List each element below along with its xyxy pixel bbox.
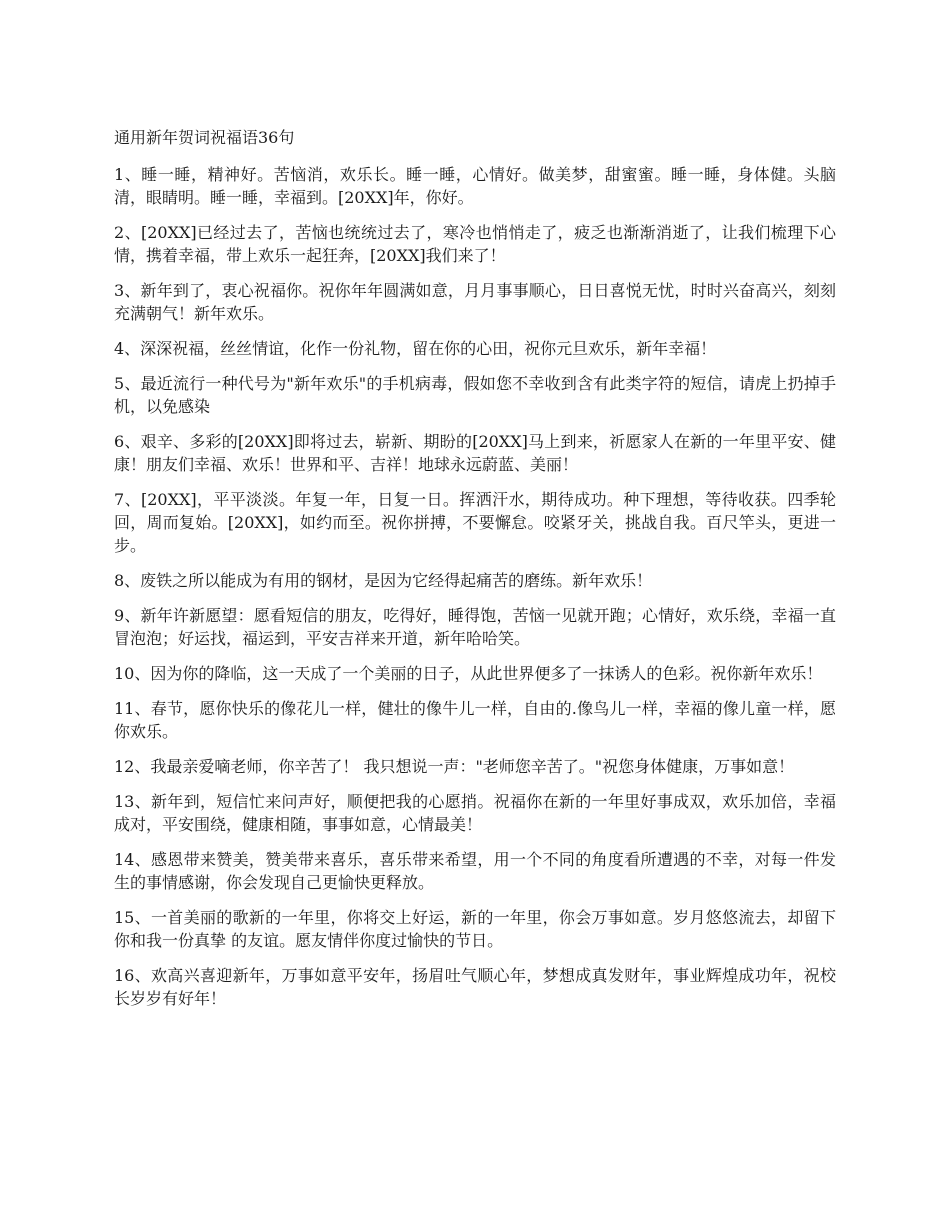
- paragraph-3: 3、新年到了，衷心祝福你。祝你年年圆满如意，月月事事顺心，日日喜悦无忧，时时兴奋高兴，刻刻充满朝气！新年欢乐。: [114, 281, 836, 323]
- paragraph-4: 4、深深祝福，丝丝情谊，化作一份礼物，留在你的心田，祝你元旦欢乐，新年幸福！: [114, 339, 717, 358]
- document-body: [114, 126, 836, 1022]
- paragraph-5: 5、最近流行一种代号为"新年欢乐"的手机病毒，假如您不幸收到含有此类字符的短信，请虎上扔掉手机，以免感染: [114, 374, 836, 416]
- paragraph-7: 7、[20XX]，平平淡淡。年复一年，日复一日。挥洒汗水，期待成功。种下理想，等待收获。四季轮回，周而复始。[20XX]，如约而至。祝你拼搏，不要懈怠。咬紧牙关，挑战自我。百尺竿头，更进一步。: [114, 490, 836, 555]
- paragraph-8: 8、废铁之所以能成为有用的钢材，是因为它经得起痛苦的磨练。新年欢乐！: [114, 571, 653, 590]
- paragraph-9: 9、新年许新愿望：愿看短信的朋友，吃得好，睡得饱，苦恼一见就开跑；心情好，欢乐绕，幸福一直冒泡泡；好运找，福运到，平安吉祥来开道，新年哈哈笑。: [114, 606, 836, 648]
- paragraph-13: 13、新年到，短信忙来问声好，顺便把我的心愿捎。祝福你在新的一年里好事成双，欢乐加倍，幸福成对，平安围绕，健康相随，事事如意，心情最美！: [114, 792, 836, 834]
- paragraph-12: 12、我最亲爱嘀老师，你辛苦了！ 我只想说一声："老师您辛苦了。"祝您身体健康，万事如意！: [114, 757, 795, 776]
- paragraph-6: 6、艰辛、多彩的[20XX]即将过去，崭新、期盼的[20XX]马上到来，祈愿家人在新的一年里平安、健康！朋友们幸福、欢乐！世界和平、吉祥！地球永远蔚蓝、美丽！: [114, 432, 836, 474]
- paragraph-15: 15、一首美丽的歌新的一年里，你将交上好运，新的一年里，你会万事如意。岁月悠悠流去，却留下你和我一份真挚 的友谊。愿友情伴你度过愉快的节日。: [114, 908, 836, 950]
- paragraph-14: 14、感恩带来赞美，赞美带来喜乐，喜乐带来希望，用一个不同的角度看所遭遇的不幸，对每一件发生的事情感谢，你会发现自己更愉快更释放。: [114, 850, 836, 892]
- paragraph-2: 2、[20XX]已经过去了，苦恼也统统过去了，寒冷也悄悄走了，疲乏也渐渐消逝了，让我们梳理下心情，携着幸福，带上欢乐一起狂奔，[20XX]我们来了！: [114, 223, 836, 265]
- paragraph-1: 1、睡一睡，精神好。苦恼消，欢乐长。睡一睡，心情好。做美梦，甜蜜蜜。睡一睡，身体健。头脑清，眼睛明。睡一睡，幸福到。[20XX]年，你好。: [114, 165, 836, 207]
- paragraph-10: 10、因为你的降临，这一天成了一个美丽的日子，从此世界便多了一抹诱人的色彩。祝你新年欢乐！: [114, 664, 823, 683]
- document-title: 通用新年贺词祝福语36句: [114, 128, 295, 147]
- paragraph-11: 11、春节，愿你快乐的像花儿一样，健壮的像牛儿一样，自由的.像鸟儿一样，幸福的像儿童一样，愿你欢乐。: [114, 699, 836, 741]
- paragraph-16: 16、欢高兴喜迎新年，万事如意平安年，扬眉吐气顺心年，梦想成真发财年，事业辉煌成功年，祝校长岁岁有好年！: [114, 966, 836, 1008]
